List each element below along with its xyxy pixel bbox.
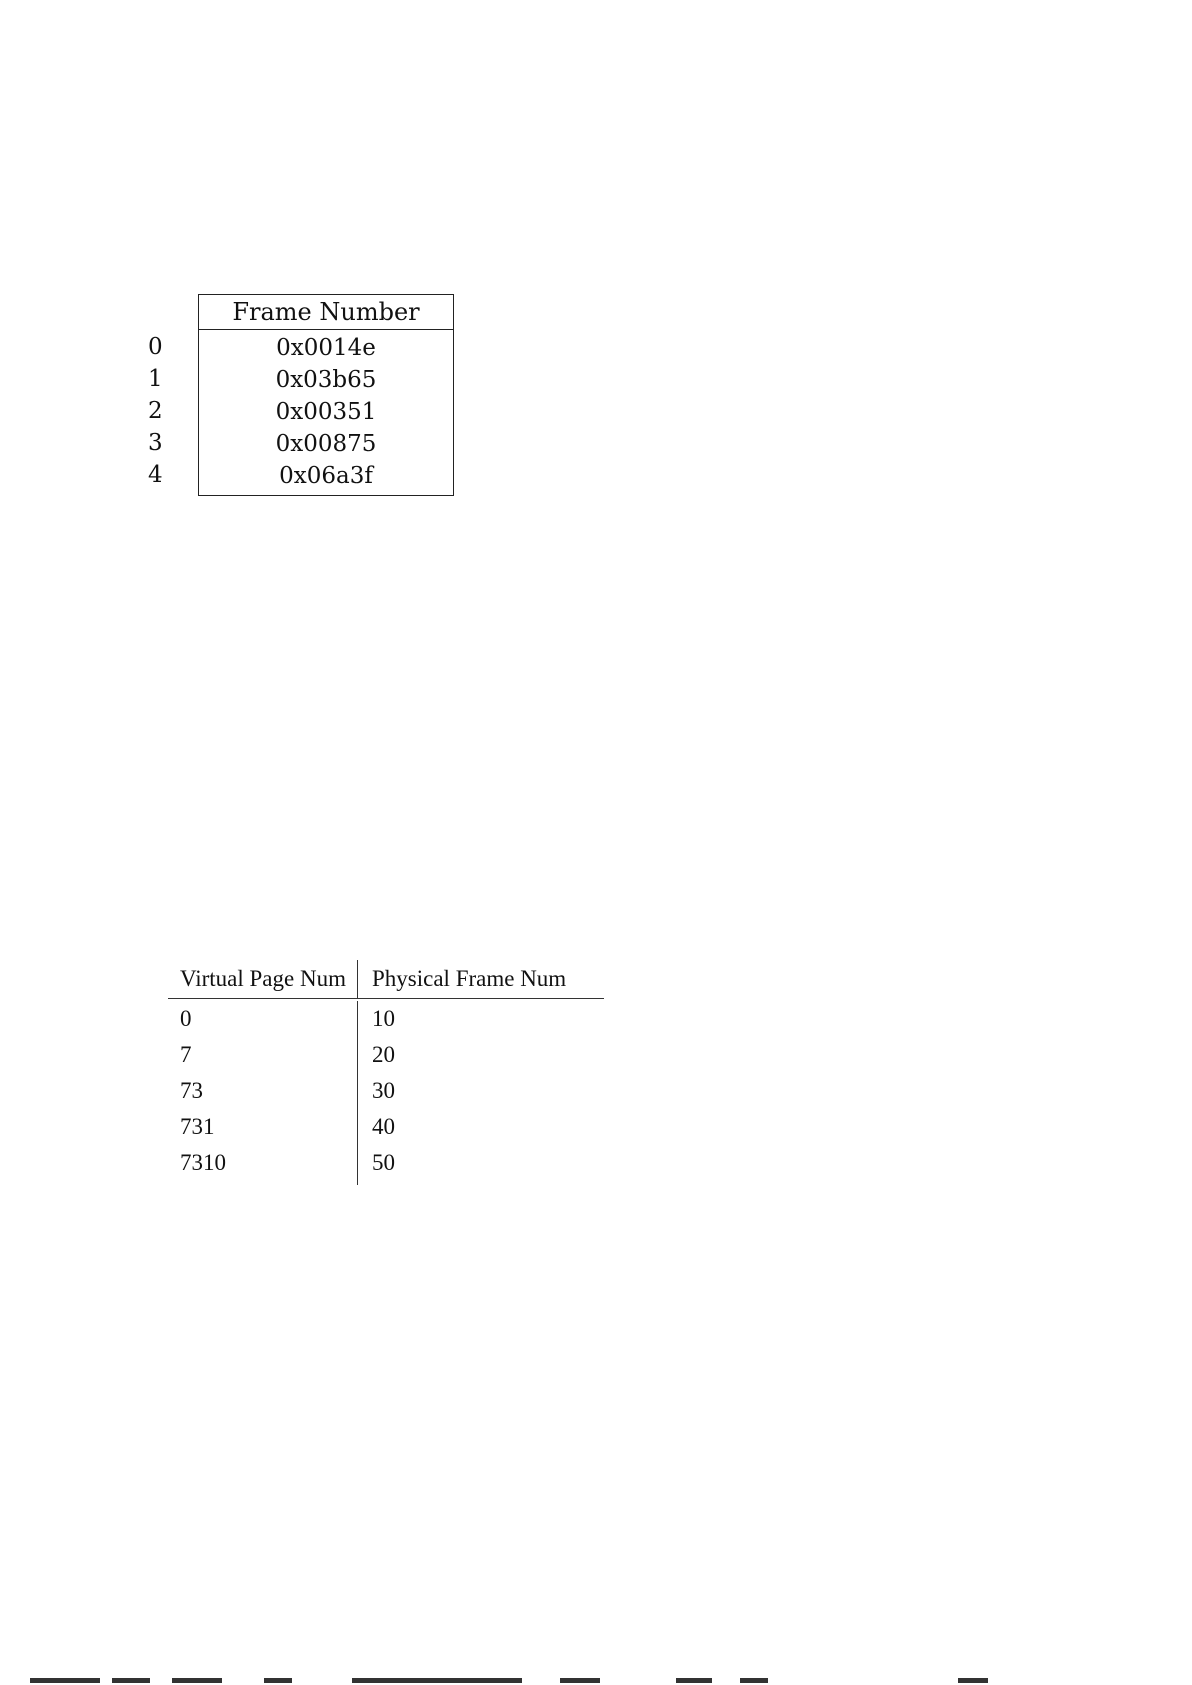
page-table-header-row xyxy=(168,960,604,999)
table-row xyxy=(168,1001,604,1037)
page-table xyxy=(168,960,604,1181)
frame-table-cell: 0x0014e xyxy=(276,335,376,361)
virtual-page-cell: 7 xyxy=(168,1037,358,1073)
physical-frame-cell: 50 xyxy=(372,1150,395,1175)
frame-table-cell: 0x03b65 xyxy=(275,367,377,393)
table-row xyxy=(168,1109,604,1145)
frame-table-cell: 0x06a3f xyxy=(279,463,373,489)
frame-table-index-column xyxy=(148,331,188,491)
page-table-body xyxy=(168,999,604,1181)
virtual-page-cell: 731 xyxy=(168,1109,358,1145)
frame-table-index: 2 xyxy=(148,398,163,424)
frame-table-header: Frame Number xyxy=(199,295,453,330)
page-table-header-virtual: Virtual Page Num xyxy=(168,960,358,998)
frame-table-box xyxy=(198,294,454,496)
virtual-page-cell: 0 xyxy=(168,1001,358,1037)
frame-table-index: 3 xyxy=(148,430,163,456)
table-row xyxy=(168,1145,604,1181)
physical-frame-cell: 30 xyxy=(372,1078,395,1103)
table-row xyxy=(168,1073,604,1109)
frame-table-cell: 0x00351 xyxy=(275,399,377,425)
frame-table-cell: 0x00875 xyxy=(275,431,377,457)
page-table-header-physical: Physical Frame Num xyxy=(372,966,567,991)
frame-table-index: 4 xyxy=(148,462,163,488)
cutoff-text-fragment xyxy=(0,1678,1192,1685)
table-row xyxy=(168,1037,604,1073)
virtual-page-cell: 7310 xyxy=(168,1145,358,1185)
frame-table-body xyxy=(199,330,453,495)
frame-table-index: 0 xyxy=(148,334,163,360)
physical-frame-cell: 40 xyxy=(372,1114,395,1139)
physical-frame-cell: 10 xyxy=(372,1006,395,1031)
virtual-page-cell: 73 xyxy=(168,1073,358,1109)
physical-frame-cell: 20 xyxy=(372,1042,395,1067)
frame-table-index: 1 xyxy=(148,366,163,392)
